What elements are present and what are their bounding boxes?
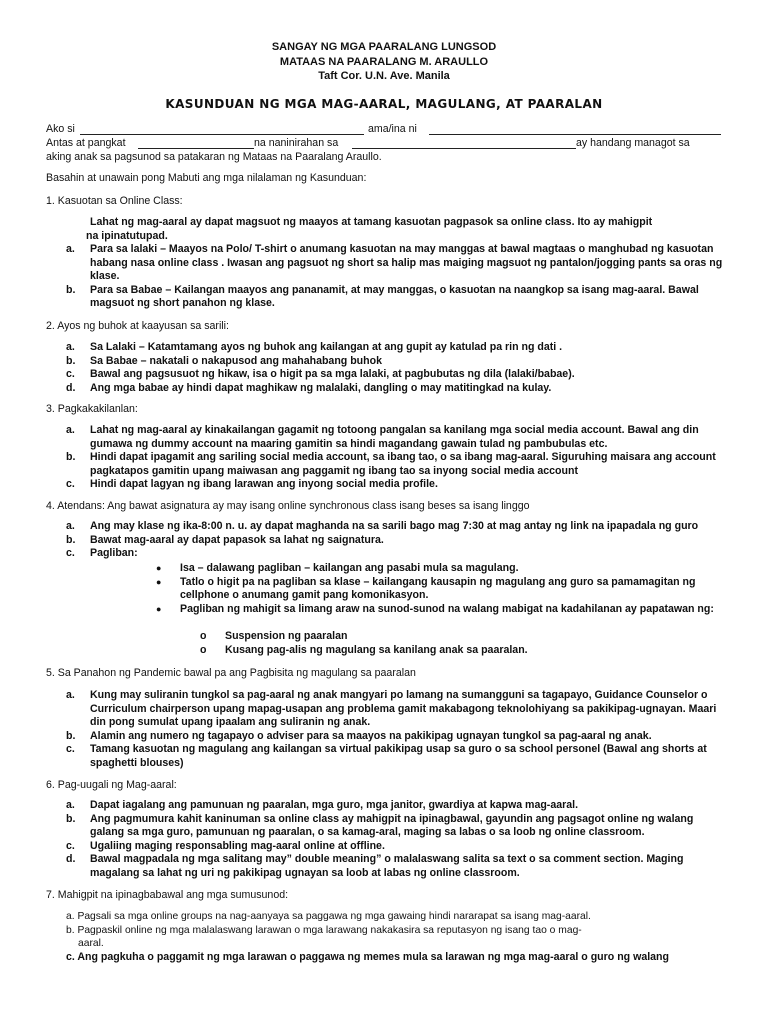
list-item <box>66 534 730 548</box>
section-1-intro-line-2: na ipinatutupad. <box>86 229 168 242</box>
list-marker: c. <box>66 478 75 491</box>
list-text: Lahat ng mag-aaral ay kinakailangan gagamit ng totoong pangalan sa kanilang mga social media account. Bawal ang din gumawa ng dummy account na maaring gamitin sa hindi magandang gawain tulad ng pambubulas etc. <box>90 424 699 450</box>
section-5-heading: 5. Sa Panahon ng Pandemic bawal pa ang Pagbisita ng magulang sa paaralan <box>46 667 416 679</box>
list-item <box>66 813 730 840</box>
form-label-handang: ay handang managot sa <box>576 137 690 149</box>
list-marker: b. <box>66 354 76 367</box>
section-6-list <box>66 799 730 881</box>
penalty-sublist <box>200 630 720 657</box>
list-item <box>66 730 730 744</box>
bullet-icon: ● <box>156 603 162 614</box>
bullet-text: Isa – dalawang pagliban – kailangan ang pasabi mula sa magulang. <box>180 562 519 574</box>
list-text: Bawal ang pagsusuot ng hikaw, isa o higit pa sa mga lalaki, at pagbubutas ng dila (lalaki/babae). <box>90 368 575 381</box>
bullet-item <box>156 562 716 576</box>
list-text: Ang pagmumura kahit kaninuman sa online class ay mahigpit na ipinagbawal, gayundin ang pagsagot online ng walang galang sa mga guro, pamunuan ng paaralan, o sa kamag-aral, maging sa labas o sa loob ng online classroom. <box>90 812 694 839</box>
list-marker: c. <box>66 368 75 381</box>
bullet-text: Tatlo o higit pa na pagliban sa klase – kailangang kausapin ng magulang ang guro sa pamamagitan ng cellphone o anumang gamit pang komonikasyon. <box>180 575 696 602</box>
bullet-icon: ● <box>156 576 162 587</box>
list-marker: b. <box>66 283 76 296</box>
division-name: SANGAY NG MGA PAARALANG LUNGSOD <box>271 41 497 53</box>
list-marker: d. <box>66 853 76 866</box>
circle-bullet-icon: o <box>200 630 207 642</box>
student-name-blank[interactable] <box>429 134 721 135</box>
list-text: Sa Lalaki – Katamtamang ayos ng buhok ang kailangan at ang gupit ay katulad pa rin ng dati . <box>90 341 563 353</box>
list-item <box>66 424 730 451</box>
list-item <box>66 243 730 284</box>
list-text: Para sa Babae – Kailangan maayos ang pananamit, at may manggas, o kasuotan na naangkop sa isang mag-aaral. Bawal magsuot ng short panahon ng klase. <box>90 283 699 310</box>
list-item-continued: aaral. <box>78 938 104 950</box>
list-text: Hindi dapat lagyan ng ibang larawan ang inyong social media profile. <box>90 478 438 491</box>
list-marker: c. <box>66 547 75 560</box>
list-marker: a. <box>66 341 75 353</box>
form-line-3: aking anak sa pagsunod sa patakaran ng Mataas na Paaralang Araullo. <box>46 151 382 163</box>
list-marker: c. <box>66 743 75 756</box>
list-item <box>66 840 730 854</box>
section-2-heading: 2. Ayos ng buhok at kaayusan sa sarili: <box>46 320 229 332</box>
list-marker: b. <box>66 812 76 825</box>
grade-section-blank[interactable] <box>138 148 254 149</box>
form-label-ako-si: Ako si <box>46 123 75 135</box>
list-marker: b. <box>66 451 76 464</box>
bullet-item <box>156 576 716 603</box>
list-text: Sa Babae – nakatali o nakapusod ang mahahabang buhok <box>90 354 382 367</box>
form-label-antas: Antas at pangkat <box>46 137 126 149</box>
list-item <box>66 368 730 382</box>
sub-item <box>200 644 720 658</box>
list-text: Hindi dapat ipagamit ang sariling social media account, sa ibang tao, o sa ibang mag-aaral. Siguruhing maisara ang account pagkatapos gamitin upang maiwasan ang paggamit ng ibang tao sa inyong social media account <box>90 451 716 477</box>
list-text: Alamin ang numero ng tagapayo o adviser para sa maayos na pakikipag ugnayan tungkol sa pag-aaral ng anak. <box>90 729 652 742</box>
school-name: MATAAS NA PAARALANG M. ARAULLO <box>279 55 489 68</box>
bullet-item <box>156 603 716 617</box>
school-address: Taft Cor. U.N. Ave. Manila <box>318 70 450 82</box>
list-item <box>66 799 730 813</box>
list-item: b. Pagpaskil online ng mga malalaswang larawan o mga larawang nakakasira sa reputasyon ng isang tao o mag- <box>66 924 582 936</box>
list-text: Ang may klase ng ika-8:00 n. u. ay dapat maghanda na sa sarili bago mag 7:30 at mag antay ng link na ipapadala ng guro <box>90 520 699 532</box>
section-3-list <box>66 424 730 492</box>
section-1-intro <box>86 216 730 243</box>
list-text: Para sa lalaki – Maayos na Polo/ T-shirt o anumang kasuotan na may manggas at bawal magtaas o manghubad ng kasuotan habang nasa online class . Iwasan ang pagsuot ng short sa halip mas maiging magsuot ng pantalon/jogging pants sa oras ng klase. <box>90 243 723 283</box>
form-label-naninirahan: na naninirahan sa <box>254 137 339 149</box>
list-item <box>66 284 730 311</box>
list-marker: a. <box>66 243 75 255</box>
list-text: Ang mga babae ay hindi dapat maghikaw ng malalaki, dangling o may matitingkad na kulay. <box>90 381 552 394</box>
absence-bullets <box>156 562 716 616</box>
list-marker: a. <box>66 424 75 436</box>
bullet-icon: ● <box>156 563 162 573</box>
list-item <box>66 689 730 730</box>
section-7-heading: 7. Mahigpit na ipinagbabawal ang mga sumusunod: <box>46 889 289 901</box>
section-3-heading: 3. Pagkakakilanlan: <box>46 403 138 415</box>
list-text: Pagliban: <box>90 547 138 560</box>
bullet-text: Pagliban ng mahigit sa limang araw na sunod-sunod na walang mabigat na kadahilanan ay papatawan ng: <box>180 602 714 615</box>
address-blank[interactable] <box>352 148 576 149</box>
section-1-heading: 1. Kasuotan sa Online Class: <box>46 195 183 207</box>
list-text: Kung may suliranin tungkol sa pag-aaral ng anak mangyari po lamang na sumangguni sa tagapayo, Guidance Counselor o Curriculum chairperson upang mapag-usapan ang problema gamit makabagong teknolohiyang sa pakikipag-ugnayan. Maari din pong sumulat upang ipaalam ang suliranin ng anak. <box>90 689 717 729</box>
section-4-list <box>66 520 730 561</box>
list-marker: b. <box>66 533 76 546</box>
list-marker: a. <box>66 689 75 701</box>
list-item: a. Pagsali sa mga online groups na nag-aanyaya sa paggawa ng mga gawaing hindi nararapat sa isang mag-aaral. <box>66 911 591 922</box>
form-line-2 <box>46 137 726 151</box>
list-item <box>66 547 730 561</box>
list-item <box>66 451 730 478</box>
document-title: KASUNDUAN NG MGA MAG-AARAL, MAGULANG, AT PAARALAN <box>165 97 603 111</box>
section-7-list <box>66 910 730 964</box>
intro-text: Basahin at unawain pong Mabuti ang mga nilalaman ng Kasunduan: <box>46 172 367 184</box>
section-4-heading: 4. Atendans: Ang bawat asignatura ay may isang online synchronous class isang beses sa isang linggo <box>46 500 530 512</box>
list-marker: b. <box>66 729 76 742</box>
form-label-ama-ina: ama/ina ni <box>368 123 417 135</box>
list-text: Tamang kasuotan ng magulang ang kailangan sa virtual pakikipag usap sa guro o sa school personel (Bawal ang shorts at spaghetti blouses) <box>90 743 707 769</box>
list-marker: d. <box>66 381 76 394</box>
section-6-heading: 6. Pag-uugali ng Mag-aaral: <box>46 779 177 791</box>
list-item <box>66 743 730 770</box>
section-2-list <box>66 341 730 395</box>
list-item: c. Ang pagkuha o paggamit ng mga larawan o paggawa ng memes mula sa larawan ng mga mag-aaral o guro ng walang <box>66 950 669 963</box>
sub-item <box>200 630 720 644</box>
list-text: Dapat iagalang ang pamunuan ng paaralan, mga guro, mga janitor, gwardiya at kapwa mag-aaral. <box>90 799 579 811</box>
list-text: Ugaliing maging responsabling mag-aaral online at offline. <box>90 839 385 852</box>
list-text: Bawal magpadala ng mga salitang may” double meaning” o malalaswang salita sa text o sa comment section. Maging magalang sa lahat ng uri ng pakikipag ugnayan sa loob at labas ng online classroom. <box>90 853 684 879</box>
agreement-form <box>46 123 726 165</box>
list-text: Bawat mag-aaral ay dapat papasok sa lahat ng saignatura. <box>90 533 384 546</box>
list-marker: a. <box>66 799 75 811</box>
section-5-list <box>66 689 730 771</box>
document-header <box>0 40 768 84</box>
list-item <box>66 382 730 396</box>
list-item <box>66 520 730 534</box>
list-item <box>66 355 730 369</box>
list-item <box>66 341 730 355</box>
list-marker: c. <box>66 839 75 852</box>
parent-name-blank[interactable] <box>80 134 364 135</box>
section-1-intro-line-1: Lahat ng mag-aaral ay dapat magsuot ng maayos at tamang kasuotan pagpasok sa online class. Ito ay mahigpit <box>90 216 653 228</box>
sub-item-text: Kusang pag-alis ng magulang sa kanilang anak sa paaralan. <box>225 643 528 656</box>
form-line-1 <box>46 123 726 137</box>
section-1-list <box>66 243 730 311</box>
list-marker: a. <box>66 520 75 532</box>
list-item <box>66 853 730 880</box>
circle-bullet-icon: o <box>200 643 207 656</box>
sub-item-text: Suspension ng paaralan <box>225 630 348 642</box>
list-item <box>66 478 730 492</box>
